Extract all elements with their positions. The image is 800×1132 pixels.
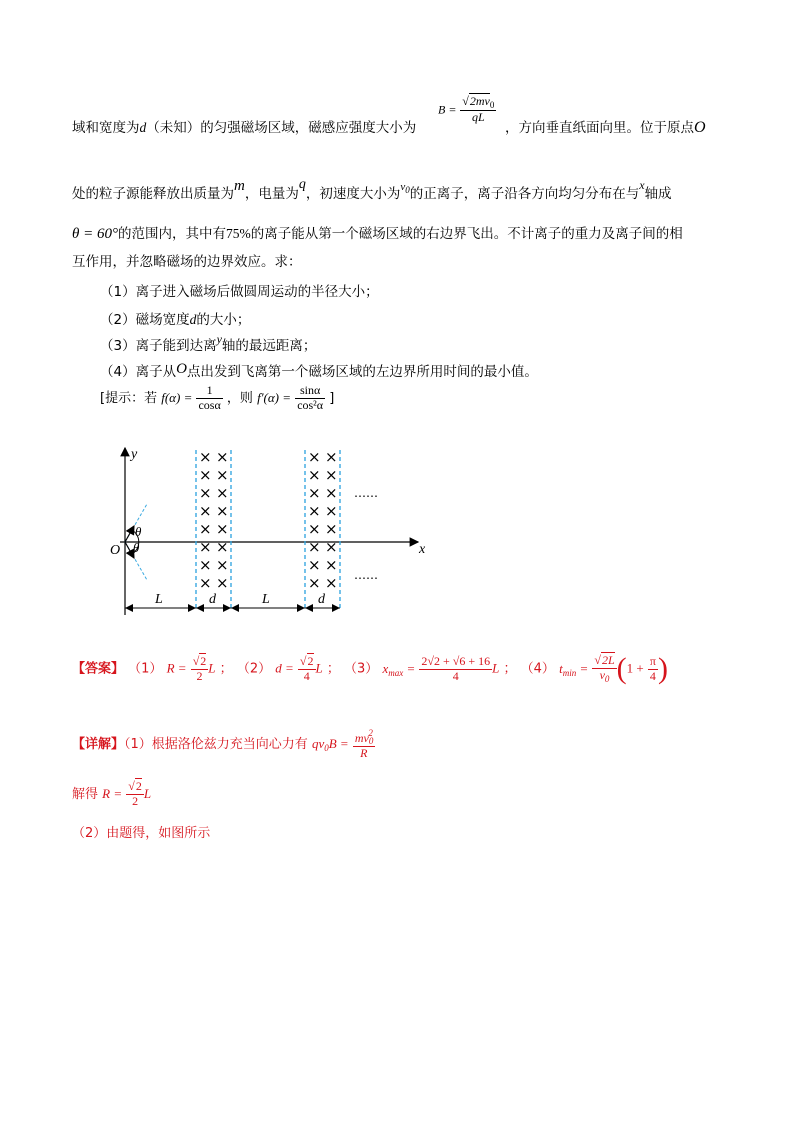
field-cross: × [216, 484, 229, 502]
field-cross: × [199, 574, 212, 592]
x-axis-label: x [419, 542, 426, 557]
field-cross: × [325, 466, 338, 484]
problem-line-4: 互作用，并忽略磁场的边界效应。求： [72, 254, 302, 270]
dots-lower: …… [354, 568, 378, 582]
detail-line-2: 解得 R = $\frac{√2}{2}$ L [72, 779, 152, 808]
field-cross: × [216, 502, 229, 520]
problem-line-1: 域和宽度为d（未知）的匀强磁场区域，磁感应强度大小为 [72, 120, 417, 136]
question-1: （1）离子进入磁场后做圆周运动的半径大小； [100, 284, 379, 300]
question-4: （4）离子从O点出发到飞离第一个磁场区域的左边界所用时间的最小值。 [100, 361, 538, 380]
dots-upper: …… [354, 486, 378, 500]
field-cross: × [325, 556, 338, 574]
field-cross: × [325, 484, 338, 502]
field-cross: × [308, 520, 321, 538]
field-cross: × [308, 556, 321, 574]
field-cross: × [325, 448, 338, 466]
problem-line-3: θ = 60°的范围内，其中有75%的离子能从第一个磁场区域的右边界飞出。不计离子的重力及离子间的相 [72, 226, 683, 242]
dim-label-d2: d [318, 592, 325, 607]
field-diagram [100, 440, 440, 620]
field-cross: × [199, 556, 212, 574]
dim-label-d1: d [209, 592, 216, 607]
field-cross: × [216, 466, 229, 484]
field-crosses [199, 448, 338, 592]
formula-B: B = $\frac{√2mv_0}{qL}$ [438, 94, 495, 125]
field-cross: × [308, 538, 321, 556]
field-cross: × [199, 520, 212, 538]
detail-line-1: 【详解】（1）根据洛伦兹力充当向心力有 $qv_0B$ = $\frac{mv_0^2}{R}$ [72, 728, 374, 761]
answer-line: 【答案】 （1） R = $\frac{√2}{2}$ L ； （2） d = $\frac{√2}{4}$ L ； （3） $x_{max}$ = $\frac{2√2 + √6 + 16}{4}$ L ； （4） $t_{min}$ = $\frac{√2L}{v_0}$ (1 + $\frac{\pi}{4}$ ) [72, 652, 668, 686]
field-cross: × [199, 448, 212, 466]
problem-line-1-tail: ，方向垂直纸面向里。位于原点O [505, 119, 706, 136]
origin-label: O [110, 543, 121, 558]
field-cross: × [308, 574, 321, 592]
answer-label: 【答案】 [72, 661, 125, 677]
y-axis-label: y [131, 447, 138, 462]
detail-label: 【详解】 [72, 737, 125, 753]
field-cross: × [199, 466, 212, 484]
field-cross: × [308, 448, 321, 466]
field-cross: × [325, 538, 338, 556]
field-cross: × [216, 556, 229, 574]
theta-label-upper: θ [135, 524, 142, 539]
field-cross: × [199, 538, 212, 556]
field-cross: × [216, 448, 229, 466]
field-cross: × [199, 502, 212, 520]
var-d: d [139, 120, 147, 135]
field-cross: × [216, 520, 229, 538]
problem-line-2: 处的粒子源能释放出质量为m，电量为q，初速度大小为$^{v_0}$的正离子，离子沿各方向均匀分布在与x轴成 [72, 177, 672, 202]
field-cross: × [216, 538, 229, 556]
field-cross: × [308, 466, 321, 484]
field-cross: × [325, 520, 338, 538]
detail-line-3: （2）由题得，如图所示 [72, 826, 211, 841]
question-3: （3）离子能到达离y轴的最远距离； [100, 332, 317, 354]
field-cross: × [308, 484, 321, 502]
theta-label-lower: θ [133, 540, 140, 555]
hint: [提示：若 f(α) = $\frac{1}{\cos\alpha}$ ，则 f′(α) = $\frac{\sin\alpha}{\text{cos²α}}$ ] [100, 383, 335, 412]
dim-label-L1: L [155, 592, 163, 607]
question-2: （2）磁场宽度d的大小； [100, 312, 251, 328]
dim-label-L2: L [262, 592, 270, 607]
field-cross: × [308, 502, 321, 520]
field-cross: × [199, 484, 212, 502]
field-cross: × [216, 574, 229, 592]
field-cross: × [325, 502, 338, 520]
field-cross: × [325, 574, 338, 592]
